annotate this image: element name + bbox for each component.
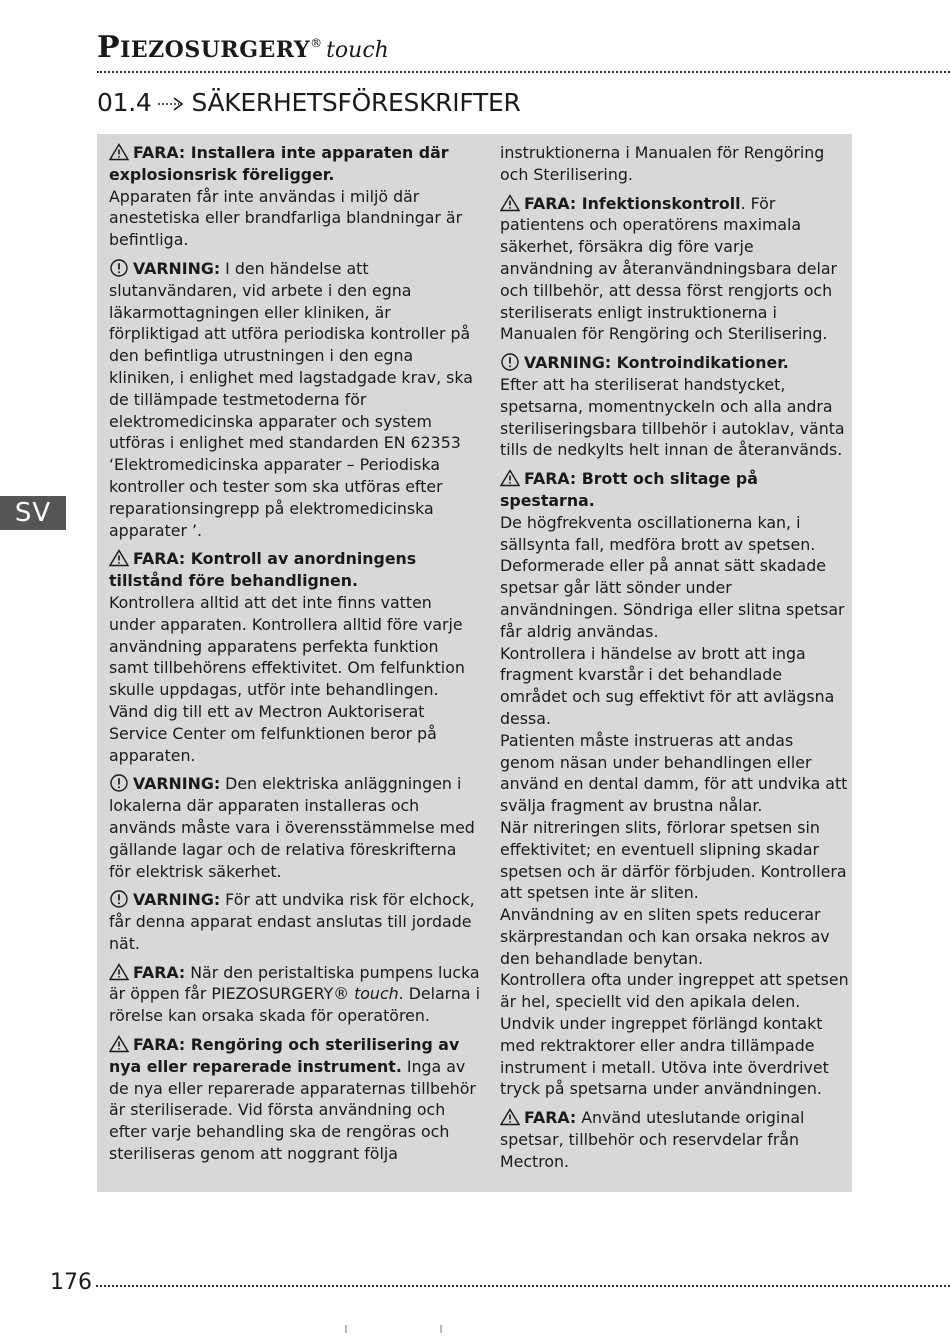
warning-triangle-icon [500, 1108, 520, 1126]
crop-mark [440, 1325, 442, 1333]
section-title [97, 88, 521, 117]
brand-suffix: touch [326, 38, 389, 63]
cleaning-continued: instruktionerna i Manualen för Rengöring och Sterilisering. [500, 143, 825, 184]
warning-triangle-icon [109, 1035, 129, 1053]
warning-contraindications: VARNING: Kontroindikationer. Efter att ha steriliserat handstycket, spetsarna, momentnyckeln och alla andra steriliseringsbara tillbehör i autoklav, vänta tills de nedkylts helt innan de återanvänds. [500, 353, 845, 460]
right-column [500, 142, 850, 1173]
danger-explosion: FARA: Installera inte apparaten där explosionsrisk föreligger. Apparaten får inte användas i miljö där anestetiska eller brandfarliga blandningar är befintliga. [109, 143, 463, 250]
warning-triangle-icon [109, 963, 129, 981]
brand-name: PIEZOSURGERY [97, 30, 311, 65]
exclamation-circle-icon [109, 774, 129, 792]
warning-triangle-icon [109, 549, 129, 567]
footer-dotted-rule [96, 1285, 950, 1287]
brand-logo [97, 30, 389, 70]
warning-triangle-icon [500, 194, 520, 212]
danger-tip-breakage: FARA: Brott och slitage på spestarna. De högfrekventa oscillationerna kan, i sällsynta fall, medföra brott av spetsen. Deformerade eller på annat sätt skadade spetsar går lätt sönder under användningen. Söndriga eller slitna spetsar får aldrig användas. Kontrollera i händelse av brott att inga fragment kvarstår i det behandlade området och sug effektivt för att avlägsna dessa. Patienten måste instrueras att andas genom näsan under behandlingen eller använd en dental damm, för att undvika att svälja fragment av brustna nålar. När nitreringen slits, förlorar spetsen sin effektivitet; en eventuell slipning skadar spetsen och är därför förbjuden. Kontrollera att spetsen inte är sliten. Användning av en sliten spets reducerar skärprestandan och kan orsaka nekros av den behandlade benytan. Kontrollera ofta under ingreppet att spetsen är hel, speciellt vid den apikala delen. Undvik under ingreppet förlängd kontakt med rektraktorer eller andra tillämpade instrument i metall. Utöva inte överdrivet tryck på spetsarna under användningen. [500, 469, 849, 1099]
left-column [109, 142, 481, 1165]
warning-grounding: VARNING: För att undvika risk för elchock, får denna apparat endast anslutas till jordade nät. [109, 890, 475, 953]
header-dotted-rule [97, 71, 950, 73]
warning-electrical-installation: VARNING: Den elektriska anläggningen i lokalerna där apparaten installeras och används måste vara i överensstämmelse med gällande lagar och de relativa föreskrifterna för elektrisk säkerhet. [109, 774, 475, 881]
section-heading: SÄKERHETSFÖRESKRIFTER [191, 88, 521, 117]
page-number: 176 [50, 1270, 92, 1295]
language-tab: SV [0, 496, 66, 530]
warning-triangle-icon [109, 143, 129, 161]
exclamation-circle-icon [500, 353, 520, 371]
exclamation-circle-icon [109, 890, 129, 908]
dotted-arrow-icon [157, 96, 185, 112]
section-number: 01.4 [97, 88, 152, 117]
warning-triangle-icon [500, 469, 520, 487]
crop-mark [345, 1325, 347, 1333]
registered-mark: ® [310, 35, 323, 50]
danger-infection-control: FARA: Infektionskontroll. För patientens och operatörens maximala säkerhet, försäkra dig före varje användning av återanvändningsbara delar och tillbehör, att dessa först rengjorts och steriliserats enligt instruktionerna i Manualen för Rengöring och Sterilisering. [500, 193, 838, 344]
safety-panel [97, 134, 852, 1192]
danger-pump-door: FARA: När den peristaltiska pumpens lucka är öppen får PIEZOSURGERY® touch. Delarna i rörelse kan orsaka skada för operatören. [109, 962, 480, 1026]
danger-cleaning: FARA: Rengöring och sterilisering av nya eller reparerade instrument. Inga av de nya eller reparerade apparaternas tillbehör är steriliserade. Vid första användning och efter varje behandling ska de rengöras och steriliseras genom att noggrant följa [109, 1035, 476, 1164]
exclamation-circle-icon [109, 259, 129, 277]
warning-periodic-checks: VARNING: I den händelse att slutanvändaren, vid arbete i den egna läkarmottagningen eller kliniken, är förpliktigad att utföra periodiska kontroller på den befintliga utrustningen i den egna kliniken, i enlighet med lagstadgade krav, ska de tillämpade testmetoderna för elektromedicinska apparater och system utföras i enlighet med standarden EN 62353 ‘Elektromedicinska apparater – Periodiska kontroller och tester som ska utföras efter reparationsingrepp på elektromedicinska apparater ’. [109, 258, 473, 540]
danger-original-parts: FARA: Använd uteslutande original spetsar, tillbehör och reservdelar från Mectron. [500, 1108, 805, 1171]
danger-device-check: FARA: Kontroll av anordningens tillstånd före behandlignen. Kontrollera alltid att det inte finns vatten under apparaten. Kontrollera alltid före varje användning apparatens perfekta funktion samt tillbehörens effektivitet. Om felfunktion skulle uppdagas, utför inte behandlingen. Vänd dig till ett av Mectron Auktoriserat Service Center om felfunktionen beror på apparaten. [109, 549, 465, 765]
